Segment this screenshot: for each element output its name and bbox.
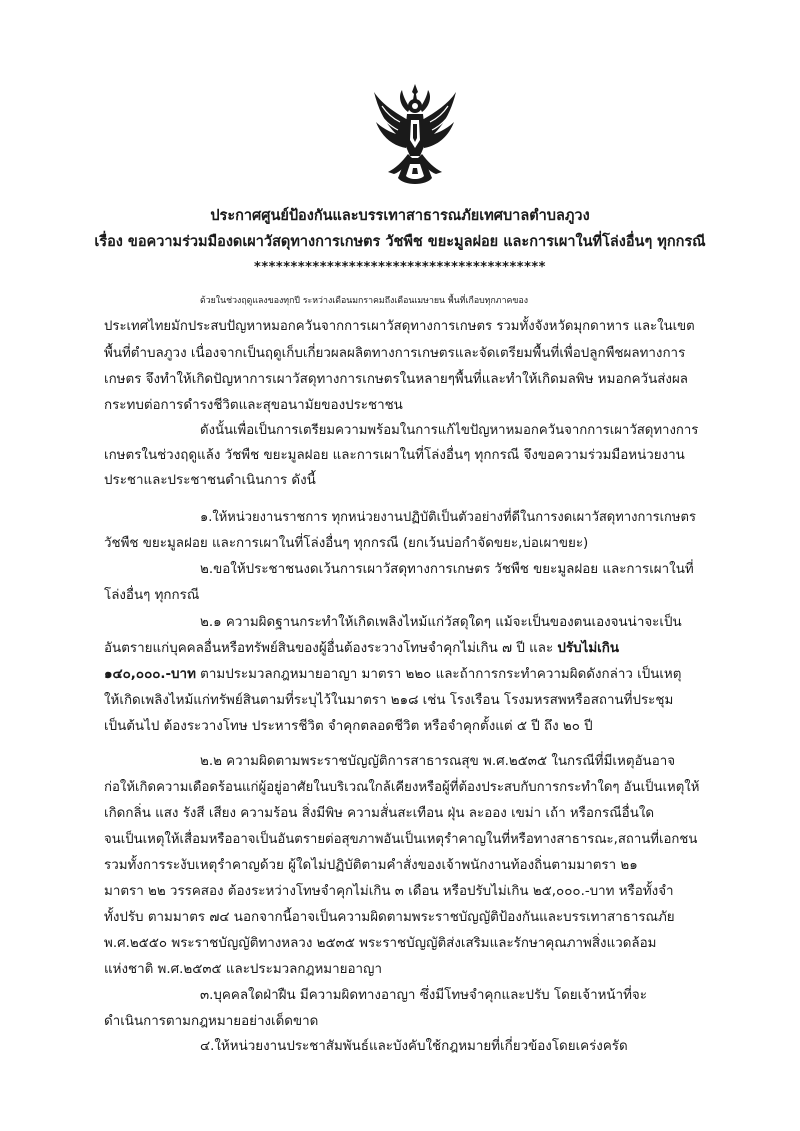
garuda-emblem-icon <box>370 82 460 190</box>
fine-amount-emphasis: ๑๔๐,๐๐๐.-บาท <box>104 667 196 682</box>
sub-item-line: ๒.๒ ความผิดตามพระราชบัญญัติการสาธารณสุข พ.ศ.๒๕๓๕ ในกรณีที่มีเหตุอันอาจ <box>200 754 676 769</box>
list-item-line: ๓.บุคคลใดฝ่าฝืน มีความผิดทางอาญา ซึ่งมีโทษจำคุกและปรับ โดยเจ้าหน้าที่จะ <box>200 988 647 1003</box>
sub-item-text: อันตรายแก่บุคคลอื่นหรือทรัพย์สินของผู้อื่นต้องระวางโทษจำคุกไม่เกิน ๗ ปี และ <box>104 641 558 656</box>
paragraph-line: ประเทศไทยมักประสบปัญหาหมอกควันจากการเผาวัสดุทางการเกษตร รวมทั้งจังหวัดมุกดาหาร และในเขต <box>104 319 695 334</box>
paragraph-line: กระทบต่อการดำรงชีวิตและสุขอนามัยของประชาชน <box>104 398 403 413</box>
list-item-line: ๔.ให้หน่วยงานประชาสัมพันธ์และบังคับใช้กฎหมายที่เกี่ยวข้องโดยเคร่งครัด <box>200 1039 628 1054</box>
fine-limit-emphasis: ปรับไม่เกิน <box>557 641 619 656</box>
list-item-line: ๒.ขอให้ประชาชนงดเว้นการเผาวัสดุทางการเกษตร วัชพืช ขยะมูลฝอย และการเผาในที่ <box>200 562 694 577</box>
sub-item-line: พ.ศ.๒๕๕๐ พระราชบัญญัติทางหลวง ๒๕๓๕ พระราชบัญญัติส่งเสริมและรักษาคุณภาพสิ่งแวดล้อม <box>104 936 657 951</box>
sub-item-line: แห่งชาติ พ.ศ.๒๕๓๕ และประมวลกฎหมายอาญา <box>104 962 382 977</box>
sub-item-line <box>104 640 619 658</box>
paragraph-line: ดังนั้นเพื่อเป็นการเตรียมความพร้อมในการแก้ไขปัญหาหมอกควันจากการเผาวัสดุทางการ <box>200 423 699 438</box>
sub-item-line: ทั้งปรับ ตามมาตร ๗๔ นอกจากนี้อาจเป็นความผิดตามพระราชบัญญัติป้องกันและบรรเทาสาธารณภัย <box>104 910 675 925</box>
announcement-subject: เรื่อง ขอความร่วมมืองดเผาวัสดุทางการเกษตร วัชพืช ขยะมูลฝอย และการเผาในที่โล่งอื่นๆ ทุกกรณี <box>94 234 706 250</box>
paragraph-line: ประชาและประชาชนดำเนินการ ดังนี้ <box>104 473 316 488</box>
sub-item-line: เป็นต้นไป ต้องระวางโทษ ประหารชีวิต จำคุกตลอดชีวิต หรือจำคุกตั้งแต่ ๕ ปี ถึง ๒๐ ปี <box>104 719 593 734</box>
sub-item-line: ก่อให้เกิดความเดือดร้อนแก่ผู้อยู่อาศัยในบริเวณใกล้เคียงหรือผู้ที่ต้องประสบกับการกระทำใดๆ อันเป็นเหตุให้ <box>104 780 700 795</box>
sub-item-line <box>104 666 681 684</box>
paragraph-line: เกษตรในช่วงฤดูแล้ง วัชพืช ขยะมูลฝอย และการเผาในที่โล่งอื่นๆ ทุกกรณี จึงขอความร่วมมือหน่วยงาน <box>104 448 685 463</box>
announcement-title: ประกาศศูนย์ป้องกันและบรรเทาสาธารณภัยเทศบาลตำบลภูวง <box>210 208 590 224</box>
sub-item-line: จนเป็นเหตุให้เสื่อมหรืออาจเป็นอันตรายต่อสุขภาพอันเป็นเหตุรำคาญในที่หรือทางสาธารณะ,สถานที่เอกชน <box>104 832 698 847</box>
sub-item-line: ๒.๑ ความผิดฐานกระทำให้เกิดเพลิงไหม้แก่วัสดุใดๆ แม้จะเป็นของตนเองจนน่าจะเป็น <box>200 615 682 630</box>
paragraph-line: พื้นที่ตำบลภูวง เนื่องจากเป็นฤดูเก็บเกี่ยวผลผลิตทางการเกษตรและจัดเตรียมพื้นที่เพื่อปลูกพืชผลทางการ <box>104 346 686 361</box>
sub-item-line: รวมทั้งการระงับเหตุรำคาญด้วย ผู้ใดไม่ปฏิบัติตามคำสั่งของเจ้าพนักงานท้องถิ่นตามมาตรา ๒๑ <box>104 858 638 873</box>
sub-item-text: ตามประมวลกฎหมายอาญา มาตรา ๒๒๐ และถ้าการกระทำความผิดดังกล่าว เป็นเหตุ <box>195 667 682 682</box>
sub-item-line: มาตรา ๒๒ วรรคสอง ต้องระหว่างโทษจำคุกไม่เกิน ๓ เดือน หรือปรับไม่เกิน ๒๕,๐๐๐.-บาท หรือทั้งจำ <box>104 884 674 899</box>
list-item-line: โล่งอื่นๆ ทุกกรณี <box>104 588 200 603</box>
list-item-line: ๑.ให้หน่วยงานราชการ ทุกหน่วยงานปฏิบัติเป็นตัวอย่างที่ดีในการงดเผาวัสดุทางการเกษตร <box>200 510 696 525</box>
list-item-line: วัชพืช ขยะมูลฝอย และการเผาในที่โล่งอื่นๆ ทุกกรณี (ยกเว้นบ่อกำจัดขยะ,บ่อเผาขยะ) <box>104 536 589 551</box>
separator-stars: **************************************** <box>254 260 546 275</box>
paragraph-line: ด้วยในช่วงฤดูแลงของทุกปี ระหว่างเดือนมกราคมถึงเดือนเมษายน พื้นที่เกือบทุกภาคของ <box>200 296 529 306</box>
paragraph-line: เกษตร จึงทำให้เกิดปัญหาการเผาวัสดุทางการเกษตรในหลายๆพื้นที่และทำให้เกิดมลพิษ หมอกควันส่งผล <box>104 372 688 387</box>
sub-item-line: เกิดกลิ่น แสง รังสี เสียง ความร้อน สิ่งมีพิษ ความสั่นสะเทือน ฝุ่น ละออง เขม่า เถ้า หรือกรณีอื่นใด <box>104 806 655 821</box>
list-item-line: ดำเนินการตามกฎหมายอย่างเด็ดขาด <box>104 1014 319 1029</box>
sub-item-line: ให้เกิดเพลิงไหม้แก่ทรัพย์สินตามที่ระบุไว้ในมาตรา ๒๑๘ เช่น โรงเรือน โรงมหรสพหรือสถานที่ประชุม <box>104 693 674 708</box>
